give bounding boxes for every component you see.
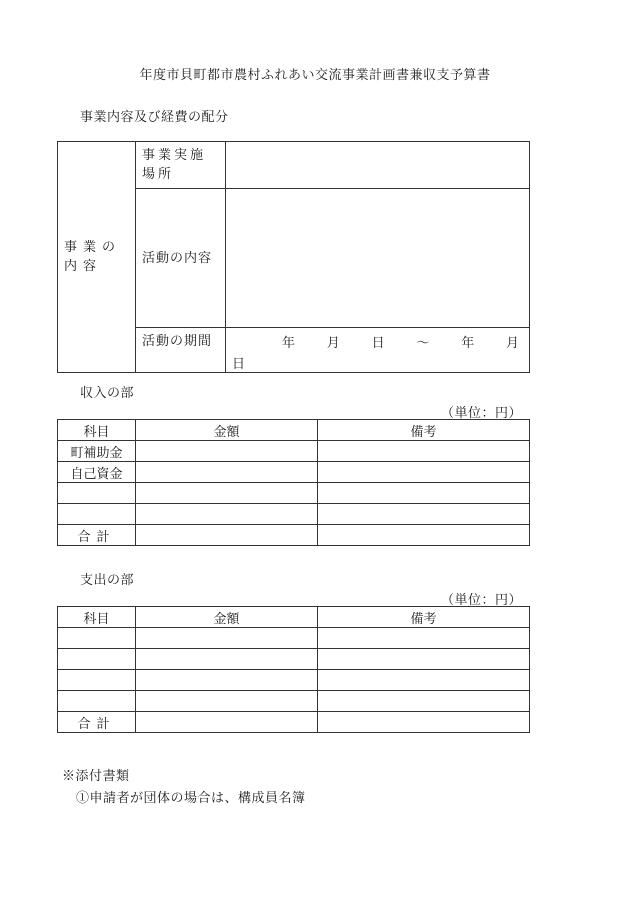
expense-row-label[interactable] [58,628,136,649]
period-month-1: 月 [326,336,340,351]
income-remarks-cell[interactable] [318,441,530,462]
period-year-1: 年 [282,336,296,351]
expense-total-amount-cell[interactable] [136,712,318,733]
income-row-label: 町補助金 [58,441,136,462]
expense-row-label[interactable] [58,670,136,691]
period-input-cell[interactable] [226,328,530,373]
expense-amount-cell[interactable] [136,649,318,670]
income-header-item: 科目 [58,420,136,441]
period-day-2: 日 [232,357,246,372]
expense-remarks-cell[interactable] [318,628,530,649]
income-remarks-cell[interactable] [318,462,530,483]
document-title: 年度市貝町都市農村ふれあい交流事業計画書兼収支予算書 [139,68,491,83]
income-row-label[interactable] [58,483,136,504]
attachments-section [62,766,306,810]
project-content-table [57,141,530,373]
period-day-1: 日 [371,336,385,351]
income-total-amount-cell[interactable] [136,525,318,546]
row-group-label: 事業の内容 [64,240,122,274]
expense-table [57,606,530,733]
income-row-label: 自己資金 [58,462,136,483]
place-label-cell [136,142,226,189]
attachments-heading: ※添付書類 [62,769,130,784]
income-amount-cell[interactable] [136,462,318,483]
expense-row-label[interactable] [58,691,136,712]
income-amount-cell[interactable] [136,483,318,504]
period-tilde: ～ [416,336,430,351]
expense-amount-cell[interactable] [136,670,318,691]
row-group-label-cell [58,142,136,373]
expense-amount-cell[interactable] [136,691,318,712]
income-table [57,419,530,546]
expense-header-amount: 金額 [136,607,318,628]
income-total-label: 合計 [58,525,136,546]
expense-amount-cell[interactable] [136,628,318,649]
income-remarks-cell[interactable] [318,483,530,504]
income-header-amount: 金額 [136,420,318,441]
income-header-remarks: 備考 [318,420,530,441]
activity-input-cell[interactable] [226,189,530,328]
section-heading-content: 事業内容及び経費の配分 [80,110,229,125]
income-row-label[interactable] [58,504,136,525]
income-remarks-cell[interactable] [318,504,530,525]
expense-total-remarks-cell[interactable] [318,712,530,733]
activity-label: 活動の内容 [142,250,213,266]
expense-heading: 支出の部 [80,573,135,588]
income-amount-cell[interactable] [136,441,318,462]
expense-header-item: 科目 [58,607,136,628]
period-label: 活動の期間 [142,334,213,349]
place-input-cell[interactable] [226,142,530,189]
income-amount-cell[interactable] [136,504,318,525]
attachment-item: ①申請者が団体の場合は、構成員名簿 [76,791,306,806]
expense-unit: （単位：円） [440,593,522,608]
expense-total-label: 合計 [58,712,136,733]
income-total-remarks-cell[interactable] [318,525,530,546]
period-month-2: 月 [505,336,519,351]
activity-label-cell [136,189,226,328]
expense-header-remarks: 備考 [318,607,530,628]
income-heading: 収入の部 [80,386,135,401]
place-label: 事業実施場所 [142,148,207,182]
expense-row-label[interactable] [58,649,136,670]
expense-remarks-cell[interactable] [318,670,530,691]
period-line [226,328,529,351]
income-unit: （単位：円） [440,406,522,421]
period-label-cell [136,328,226,373]
expense-remarks-cell[interactable] [318,649,530,670]
expense-remarks-cell[interactable] [318,691,530,712]
period-year-2: 年 [461,336,475,351]
